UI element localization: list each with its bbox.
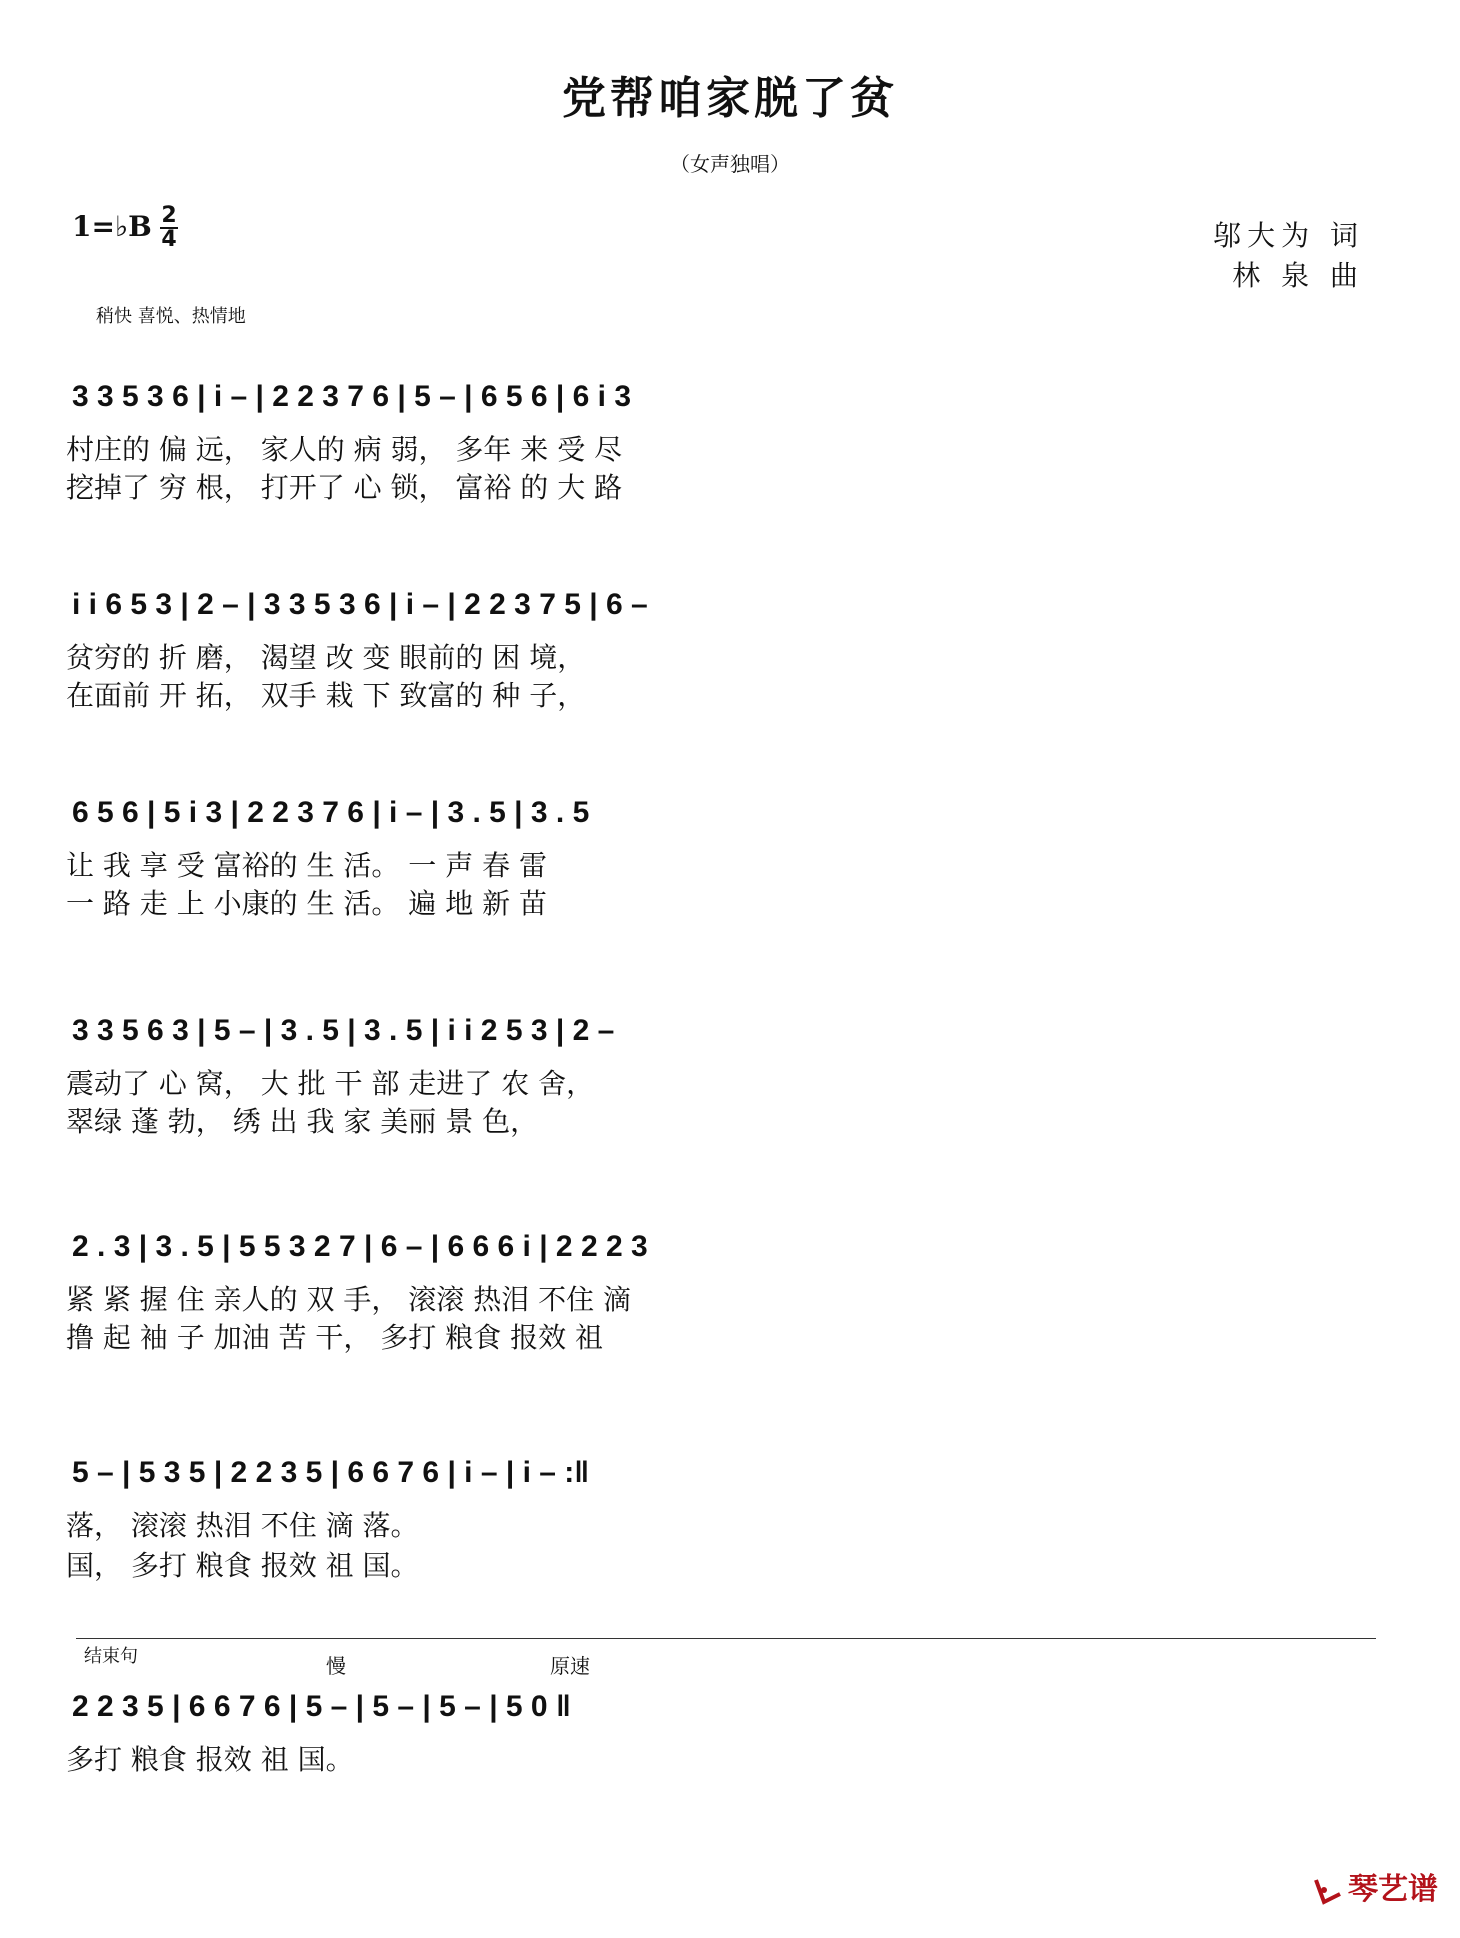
- row-5-lyric-1: 紧 紧 握 住 亲人的 双 手， 滚滚 热泪 不住 滴: [66, 1283, 632, 1316]
- row-3-lyric-1: 让 我 享 受 富裕的 生 活。 一 声 春 雷: [66, 849, 548, 882]
- time-signature-bottom: 4: [161, 227, 177, 252]
- row-5-lyric-2: 撸 起 袖 子 加油 苦 干， 多打 粮食 报效 祖: [66, 1321, 604, 1354]
- row-3-notes: 6 5 6 | 5 i 3 | 2 2 3 7 6 | i – | 3 . 5 | 3 . 5: [72, 796, 590, 829]
- coda-label: 结束句: [84, 1646, 138, 1667]
- row-6-notes: 5 – | 5 3 5 | 2 2 3 5 | 6 6 7 6 | i – | i – :‖: [72, 1456, 590, 1489]
- row-6-lyric-2: 国， 多打 粮食 报效 祖 国。: [66, 1549, 419, 1582]
- row-2-notes: i i 6 5 3 | 2 – | 3 3 5 3 6 | i – | 2 2 3 7 5 | 6 –: [72, 588, 648, 621]
- row-1-notes: 3 3 5 3 6 | i – | 2 2 3 7 6 | 5 – | 6 5 6 | 6 i 3: [72, 380, 631, 413]
- coda-notes: 2 2 3 5 | 6 6 7 6 | 5 – | 5 – | 5 – | 5 0 ‖: [72, 1690, 571, 1723]
- watermark-text: 琴艺谱: [1348, 1872, 1438, 1907]
- row-4-notes: 3 3 5 6 3 | 5 – | 3 . 5 | 3 . 5 | i i 2 5 3 | 2 –: [72, 1014, 615, 1047]
- row-2-lyric-1: 贫穷的 折 磨， 渴望 改 变 眼前的 困 境，: [66, 641, 586, 674]
- row-5-notes: 2 . 3 | 3 . 5 | 5 5 3 2 7 | 6 – | 6 6 6 i | 2 2 2 3: [72, 1230, 648, 1263]
- row-4-lyric-1: 震动了 心 窝， 大 批 干 部 走进了 农 舍，: [66, 1067, 595, 1100]
- row-6-lyric-1: 落， 滚滚 热泪 不住 滴 落。: [66, 1509, 419, 1542]
- row-4-lyric-2: 翠绿 蓬 勃， 绣 出 我 家 美丽 景 色，: [66, 1105, 539, 1138]
- composer-credit: 林 泉 曲: [1232, 259, 1364, 292]
- slow-marking: 慢: [326, 1654, 346, 1678]
- coda-bracket: [76, 1638, 1376, 1639]
- coda-lyric: 多打 粮食 报效 祖 国。: [66, 1743, 354, 1776]
- time-signature-top: 2: [161, 203, 177, 228]
- row-1-lyric-1: 村庄的 偏 远， 家人的 病 弱， 多年 来 受 尽: [66, 433, 623, 466]
- lyricist-credit: 邬大为 词: [1213, 219, 1364, 252]
- watermark-logo: [1312, 1864, 1438, 1908]
- row-1-lyric-2: 挖掉了 穷 根， 打开了 心 锁， 富裕 的 大 路: [66, 471, 623, 504]
- row-3-lyric-2: 一 路 走 上 小康的 生 活。 遍 地 新 苗: [66, 887, 548, 920]
- original-tempo-marking: 原速: [550, 1654, 590, 1678]
- piano-logo-icon: [1312, 1876, 1344, 1906]
- score-title: 党帮咱家脱了贫: [562, 73, 898, 124]
- key-signature: 1=♭B: [72, 210, 152, 243]
- score-subtitle: （女声独唱）: [670, 152, 790, 176]
- time-signature: [160, 203, 178, 252]
- tempo-marking: 稍快 喜悦、热情地: [96, 306, 246, 327]
- row-2-lyric-2: 在面前 开 拓， 双手 栽 下 致富的 种 子，: [66, 679, 586, 712]
